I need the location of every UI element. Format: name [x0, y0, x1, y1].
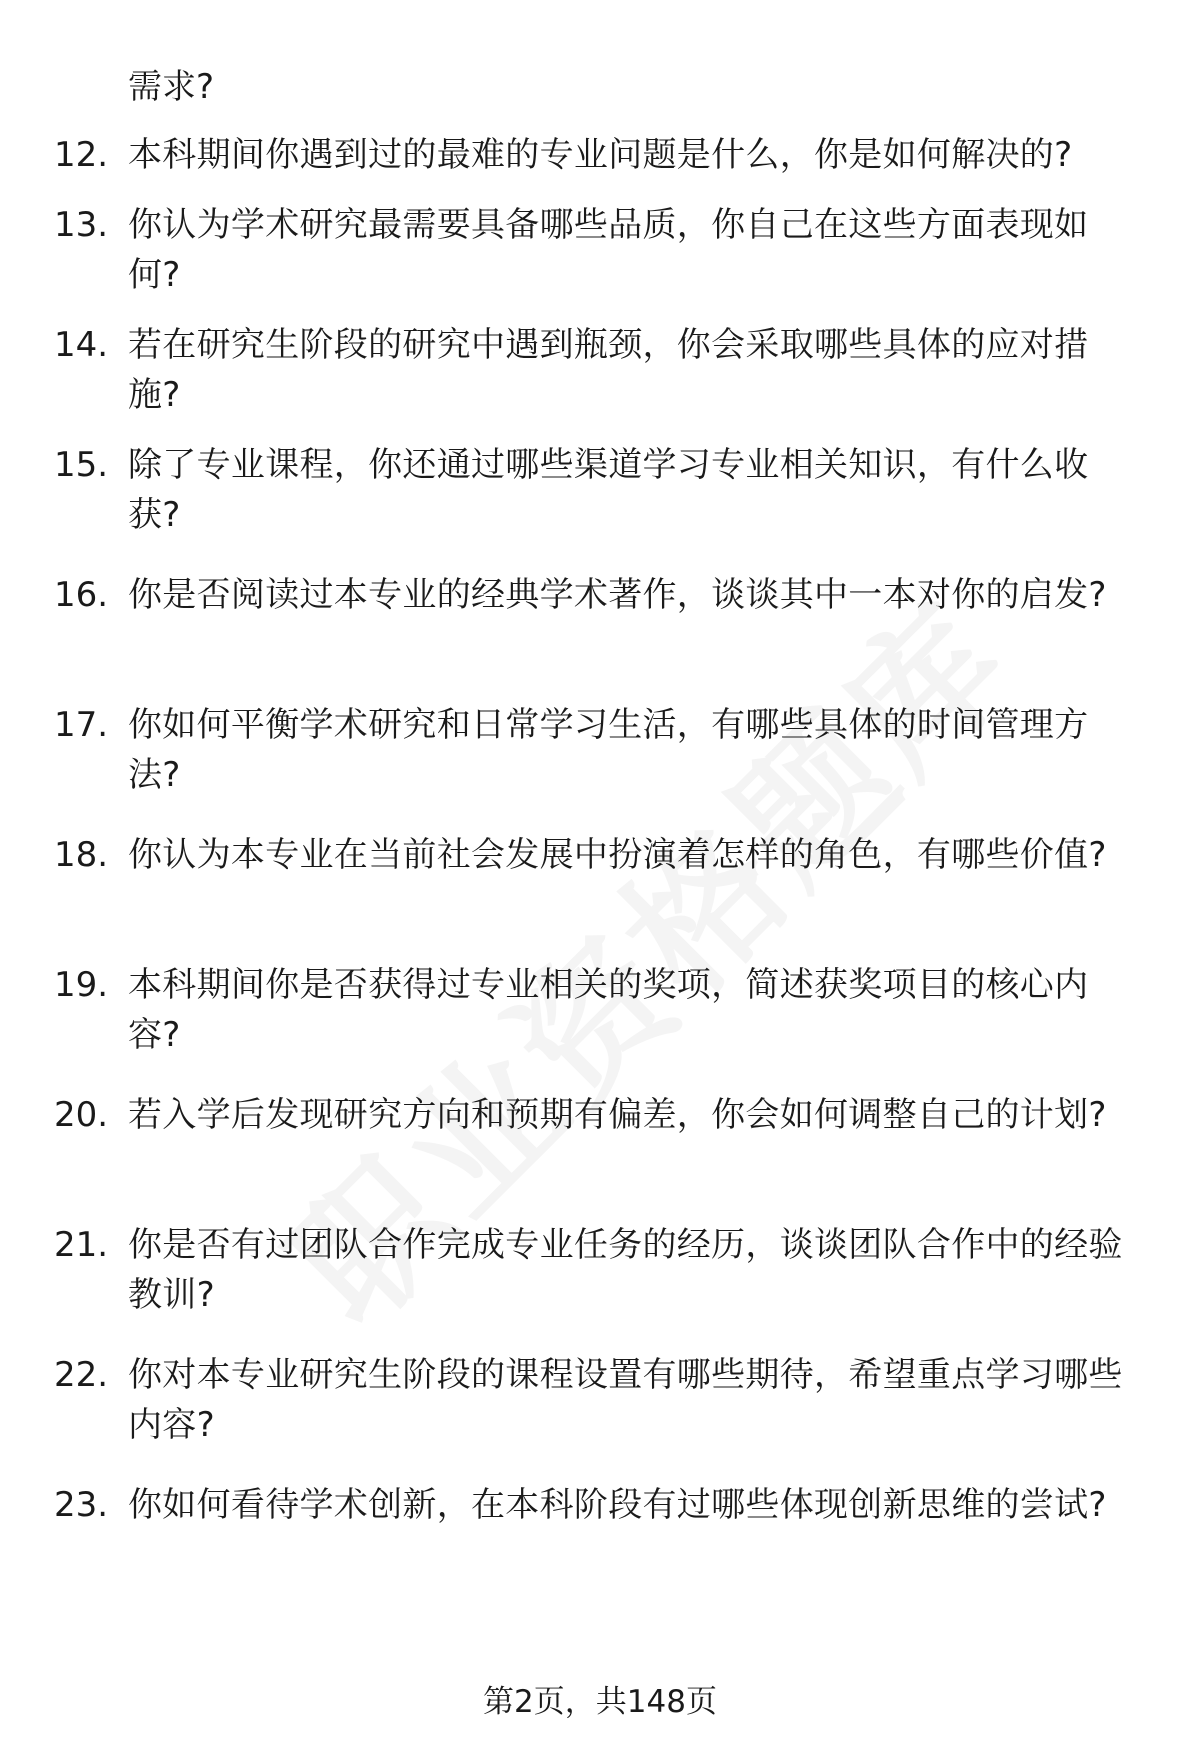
question-text: 你是否阅读过本专业的经典学术著作，谈谈其中一本对你的启发?	[128, 575, 1107, 615]
question-text: 你是否有过团队合作完成专业任务的经历，谈谈团队合作中的经验教训?	[128, 1225, 1123, 1315]
question-text: 你对本专业研究生阶段的课程设置有哪些期待，希望重点学习哪些内容?	[128, 1355, 1123, 1445]
question-number: 21.	[54, 1225, 109, 1265]
question-number: 18.	[54, 835, 109, 875]
question-number: 23.	[54, 1485, 109, 1525]
question-number: 19.	[54, 965, 109, 1005]
question-number: 12.	[54, 135, 109, 175]
question-number: 15.	[54, 445, 109, 485]
question-text: 除了专业课程，你还通过哪些渠道学习专业相关知识，有什么收获?	[128, 445, 1089, 535]
question-number: 14.	[54, 325, 109, 365]
question-text: 本科期间你遇到过的最难的专业问题是什么，你是如何解决的?	[128, 135, 1073, 175]
question-text: 你认为学术研究最需要具备哪些品质，你自己在这些方面表现如何?	[128, 205, 1089, 295]
question-number: 16.	[54, 575, 109, 615]
page-footer: 第2页，共148页	[483, 1684, 717, 1720]
question-number: 13.	[54, 205, 109, 245]
question-text: 你认为本专业在当前社会发展中扮演着怎样的角色，有哪些价值?	[128, 835, 1107, 875]
question-text: 你如何平衡学术研究和日常学习生活，有哪些具体的时间管理方法?	[128, 705, 1089, 795]
question-number: 22.	[54, 1355, 109, 1395]
question-text: 本科期间你是否获得过专业相关的奖项，简述获奖项目的核心内容?	[128, 965, 1089, 1055]
question-text: 你如何看待学术创新，在本科阶段有过哪些体现创新思维的尝试?	[128, 1485, 1107, 1525]
question-number: 17.	[54, 705, 109, 745]
question-text: 若在研究生阶段的研究中遇到瓶颈，你会采取哪些具体的应对措施?	[128, 325, 1089, 415]
continued-question-text: 需求?	[128, 67, 215, 107]
question-text: 若入学后发现研究方向和预期有偏差，你会如何调整自己的计划?	[128, 1095, 1107, 1135]
question-number: 20.	[54, 1095, 109, 1135]
